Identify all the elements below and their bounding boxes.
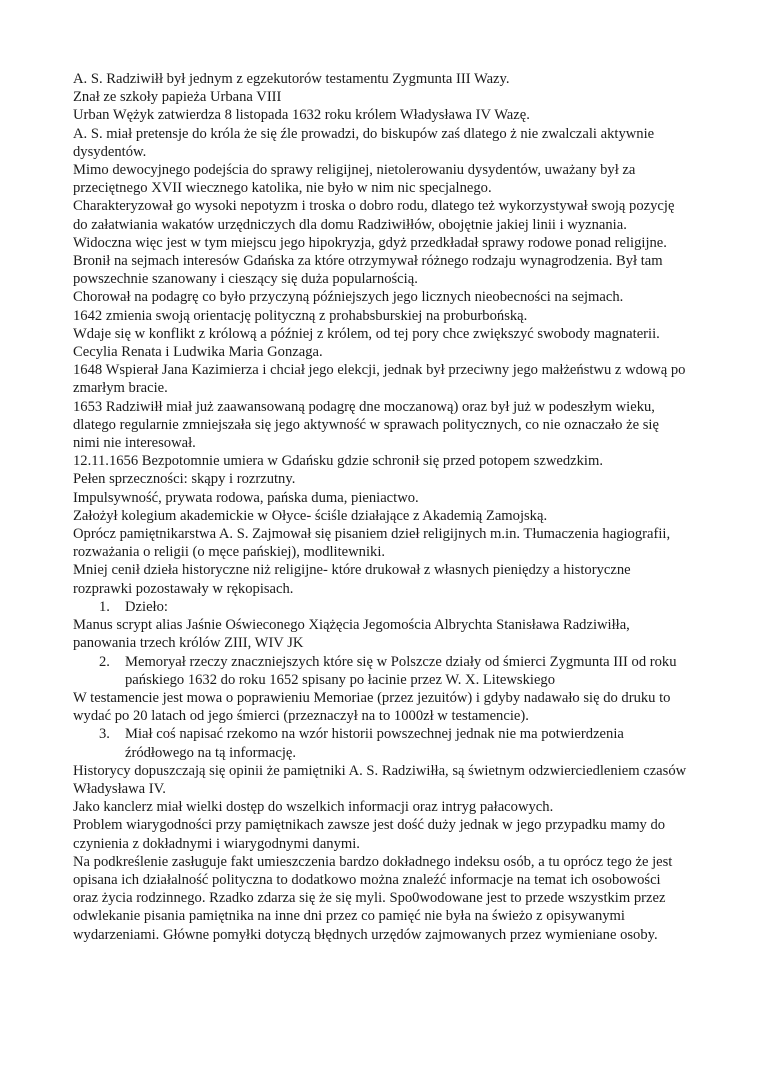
paragraph: 1642 zmienia swoją orientację polityczną z prohabsburskiej na proburbońską. — [73, 307, 528, 324]
item-number: 2. — [99, 653, 110, 670]
paragraph: Znał ze szkoły papieża Urbana VIII — [73, 89, 282, 106]
paragraph: 1648 Wspierał Jana Kazimierza i chciał jego elekcji, jednak był przeciwny jego małżeństwu z wdową po zmarłym bracie. — [73, 362, 686, 397]
numbered-item — [73, 598, 688, 616]
paragraph: Oprócz pamiętnikarstwa A. S. Zajmował się pisaniem dzieł religijnych m.in. Tłumaczenia hagiografii, rozważania o religii (o męce pańskiej), modlitewniki. — [73, 526, 671, 561]
item-text: Memoryał rzeczy znaczniejszych które się w Polszcze działy od śmierci Zygmunta III od roku pańskiego 1632 do roku 1652 spisany po łacinie przez W. X. Litewskiego — [125, 653, 677, 688]
item-text: Dzieło: — [125, 598, 168, 615]
paragraph: Urban Wężyk zatwierdza 8 listopada 1632 roku królem Władysława IV Wazę. — [73, 107, 530, 124]
paragraph: Charakteryzował go wysoki nepotyzm i troska o dobro rodu, dlatego też wykorzystywał swoją pozycję do załatwiania wakatów urzędniczych dla domu Radziwiłłów, obojętnie jakiej linii i wyznania. Widoczna więc jest w tym miejscu jego hipokryzja, gdyż przedkładał sprawy rodowe ponad religijne. — [73, 198, 675, 251]
paragraph: Na podkreślenie zasługuje fakt umieszczenia bardzo dokładnego indeksu osób, a tu oprócz tego że jest opisana ich działalność polityczna to dodatkowo można znaleźć informacje na temat ich osobowości oraz życia rodzinnego. Rzadko zdarza się że się myli. Spo0wodowane jest to przede wszystkim przez odwlekanie pisania pamiętnika na inne dni przez co pamięć nie była na świeżo z opisywanymi wydarzeniami. Główne pomyłki dotyczą błędnych urzędów zajmowanych przez wymieniane osoby. — [73, 853, 673, 943]
numbered-item — [73, 725, 688, 761]
paragraph: Bronił na sejmach interesów Gdańska za które otrzymywał różnego rodzaju wynagrodzenia. Był tam powszechnie szanowany i cieszący się duża popularnością. — [73, 253, 663, 288]
paragraph: A. S. miał pretensje do króla że się źle prowadzi, do biskupów zaś dlatego ż nie zwalczali aktywnie dysydentów. — [73, 125, 655, 160]
document-page — [73, 70, 688, 944]
paragraph: A. S. Radziwiłł był jednym z egzekutorów testamentu Zygmunta III Wazy. — [73, 71, 510, 87]
paragraph: 1653 Radziwiłł miał już zaawansowaną podagrę dne moczanową) oraz był już w podeszłym wieku, dlatego regularnie zmniejszała się jego aktywność w sprawach politycznych, co nie oznaczało że się nimi nie interesował. — [73, 398, 659, 452]
paragraph: W testamencie jest mowa o poprawieniu Memoriae (przez jezuitów) i gdyby nadawało się do druku to wydać po 20 latach od jego śmierci (przeznaczył na to 1000zł w testamencie). — [73, 689, 671, 725]
paragraph: Problem wiarygodności przy pamiętnikach zawsze jest dość duży jednak w jego przypadku mamy do czynienia z dokładnymi i wiarygodnymi danymi. — [73, 817, 666, 852]
paragraph: Chorował na podagrę co było przyczyną późniejszych jego licznych nieobecności na sejmach. — [73, 289, 624, 306]
paragraph: Manus scrypt alias Jaśnie Oświeconego Xiążęcia Jegomościa Albrychta Stanisława Radziwiłła, panowania trzech królów ZIII, WIV JK — [73, 617, 630, 652]
paragraph: Mimo dewocyjnego podejścia do sprawy religijnej, nietolerowaniu dysydentów, uważany był za przeciętnego XVII wiecznego katolika, nie było w nim nic specjalnego. — [73, 162, 636, 197]
paragraph: Wdaje się w konflikt z królową a później z królem, od tej pory chce zwiększyć swobody magnaterii. — [73, 325, 660, 342]
paragraph: Impulsywność, prywata rodowa, pańska duma, pieniactwo. — [73, 489, 419, 506]
item-text: Miał coś napisać rzekomo na wzór historii powszechnej jednak nie ma potwierdzenia źródłowego na tą informację. — [125, 726, 624, 761]
paragraph: Historycy dopuszczają się opinii że pamiętniki A. S. Radziwiłła, są świetnym odzwierciedleniem czasów Władysława IV. — [73, 762, 687, 797]
paragraph: Jako kanclerz miał wielki dostęp do wszelkich informacji oraz intryg pałacowych. — [73, 799, 554, 816]
numbered-item — [73, 653, 688, 689]
paragraph: Cecylia Renata i Ludwika Maria Gonzaga. — [73, 344, 323, 361]
paragraph: 12.11.1656 Bezpotomnie umiera w Gdańsku gdzie schronił się przed potopem szwedzkim. — [73, 453, 603, 470]
item-number: 1. — [99, 598, 110, 615]
item-number: 3. — [99, 726, 110, 743]
paragraph: Pełen sprzeczności: skąpy i rozrzutny. — [73, 471, 296, 488]
paragraph: Mniej cenił dzieła historyczne niż religijne- które drukował z własnych pieniędzy a historyczne rozprawki pozostawały w rękopisach. — [73, 562, 631, 597]
paragraph: Założył kolegium akademickie w Ołyce- ściśle działające z Akademią Zamojską. — [73, 507, 548, 524]
